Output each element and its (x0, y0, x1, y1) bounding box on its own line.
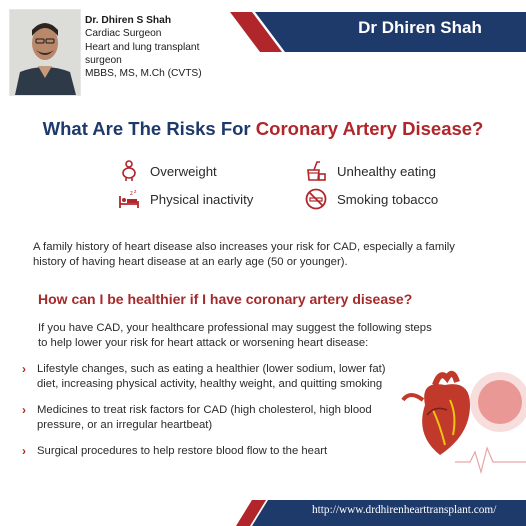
risk-item (118, 188, 253, 210)
risk-item (305, 160, 436, 182)
heart-illustration (395, 360, 526, 490)
chevron-right-icon: › (22, 403, 26, 417)
section-heading: How can I be healthier if I have coronary artery disease? (38, 291, 413, 307)
risk-label: Unhealthy eating (337, 163, 436, 179)
family-history-text: A family history of heart disease also increases your risk for CAD, especially a family history of having heart disease at an early age (50 or younger). (33, 241, 455, 268)
risk-label: Smoking tobacco (337, 191, 439, 207)
website-link[interactable]: http://www.drdhirenhearttransplant.com/ (312, 504, 497, 516)
list-item-text: Lifestyle changes, such as eating a healthier (lower sodium, lower fat) diet, increasing physical activity, healthy weight, and quitting smoking (37, 363, 386, 390)
profile-line: Cardiac Surgeon (85, 28, 162, 40)
banner-title: Dr Dhiren Shah (358, 18, 482, 37)
list-item-text: Surgical procedures to help restore blood flow to the heart (37, 445, 328, 457)
list-item (22, 362, 402, 391)
doctor-photo (9, 9, 81, 96)
overweight-person-icon (118, 160, 140, 182)
chevron-right-icon: › (22, 444, 26, 458)
list-item-text: Medicines to treat risk factors for CAD (high cholesterol, high blood pressure, or an irregular heartbeat) (37, 404, 372, 431)
doctor-name: Dr. Dhiren S Shah (85, 15, 172, 26)
risk-item (118, 160, 217, 182)
list-item (22, 403, 402, 432)
profile-line: MBBS, MS, M.Ch (CVTS) (85, 68, 202, 80)
page-title (0, 118, 526, 140)
svg-text:z: z (134, 189, 137, 195)
chevron-right-icon: › (22, 362, 26, 376)
list-item (22, 444, 402, 459)
fast-food-icon (305, 160, 327, 182)
no-smoking-icon (305, 188, 327, 210)
risk-label: Overweight (150, 163, 217, 179)
profile-line: Heart and lung transplant (85, 41, 200, 53)
intro-text: If you have CAD, your healthcare professional may suggest the following steps to help lower your risk for heart attack or worsening heart disease: (38, 322, 432, 349)
person-in-bed-icon (118, 188, 140, 210)
risk-item (305, 188, 438, 210)
profile-line: surgeon (85, 54, 122, 66)
title-part: What Are The Risks For (42, 118, 256, 139)
risk-label: Physical inactivity (150, 191, 254, 207)
svg-text:z: z (130, 191, 133, 197)
doctor-profile (85, 14, 285, 80)
title-accent: Coronary Artery Disease? (255, 118, 484, 139)
